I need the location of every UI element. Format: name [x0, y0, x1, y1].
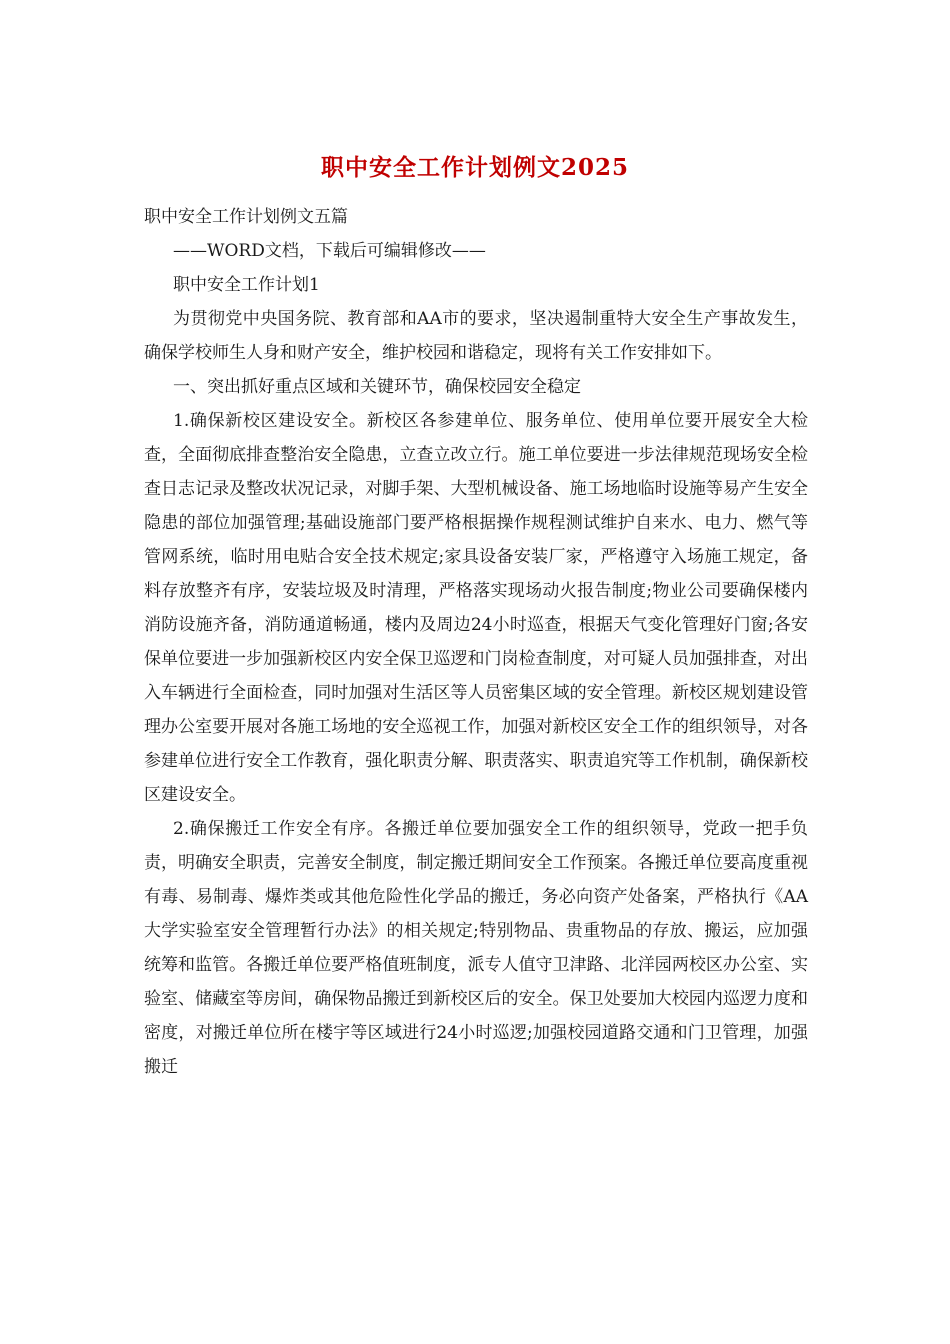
intro-paragraph: 为贯彻党中央国务院、教育部和AA市的要求，坚决遏制重特大安全生产事故发生，确保学校师生人身和财产安全，维护校园和谐稳定，现将有关工作安排如下。: [144, 309, 808, 363]
item-one-paragraph: 1.确保新校区建设安全。新校区各参建单位、服务单位、使用单位要开展安全大检查，全面彻底排查整治安全隐患，立查立改立行。施工单位要进一步法律规范现场安全检查日志记录及整改状况记录，对脚手架、大型机械设备、施工场地临时设施等易产生安全隐患的部位加强管理;基础设施部门要严格根据操作规程测试维护自来水、电力、燃气等管网系统，临时用电贴合安全技术规定;家具设备安装厂家，严格遵守入场施工规定，备料存放整齐有序，安装垃圾及时清理，严格落实现场动火报告制度;物业公司要确保楼内消防设施齐备，消防通道畅通，楼内及周边24小时巡查，根据天气变化管理好门窗;各安保单位要进一步加强新校区内安全保卫巡逻和门岗检查制度，对可疑人员加强排查，对出入车辆进行全面检查，同时加强对生活区等人员密集区域的安全管理。新校区规划建设管理办公室要开展对各施工场地的安全巡视工作，加强对新校区安全工作的组织领导，对各参建单位进行安全工作教育，强化职责分解、职责落实、职责追究等工作机制，确保新校区建设安全。: [144, 411, 808, 805]
section-heading: 职中安全工作计划1: [173, 275, 320, 295]
document-subtitle: 职中安全工作计划例文五篇: [144, 207, 348, 227]
document-title: 职中安全工作计划例文2025: [320, 154, 629, 181]
word-note: ——WORD文档，下载后可编辑修改——: [173, 241, 486, 261]
document-body: [144, 200, 808, 1084]
item-two-paragraph: 2.确保搬迁工作安全有序。各搬迁单位要加强安全工作的组织领导，党政一把手负责，明确安全职责，完善安全制度，制定搬迁期间安全工作预案。各搬迁单位要高度重视有毒、易制毒、爆炸类或其他危险性化学品的搬迁，务必向资产处备案，严格执行《AA大学实验室安全管理暂行办法》的相关规定;特别物品、贵重物品的存放、搬运，应加强统筹和监管。各搬迁单位要严格值班制度，派专人值守卫津路、北洋园两校区办公室、实验室、储藏室等房间，确保物品搬迁到新校区后的安全。保卫处要加大校园内巡逻力度和密度，对搬迁单位所在楼宇等区域进行24小时巡逻;加强校园道路交通和门卫管理，加强搬迁: [144, 819, 808, 1077]
heading-one: 一、突出抓好重点区域和关键环节，确保校园安全稳定: [173, 377, 581, 397]
